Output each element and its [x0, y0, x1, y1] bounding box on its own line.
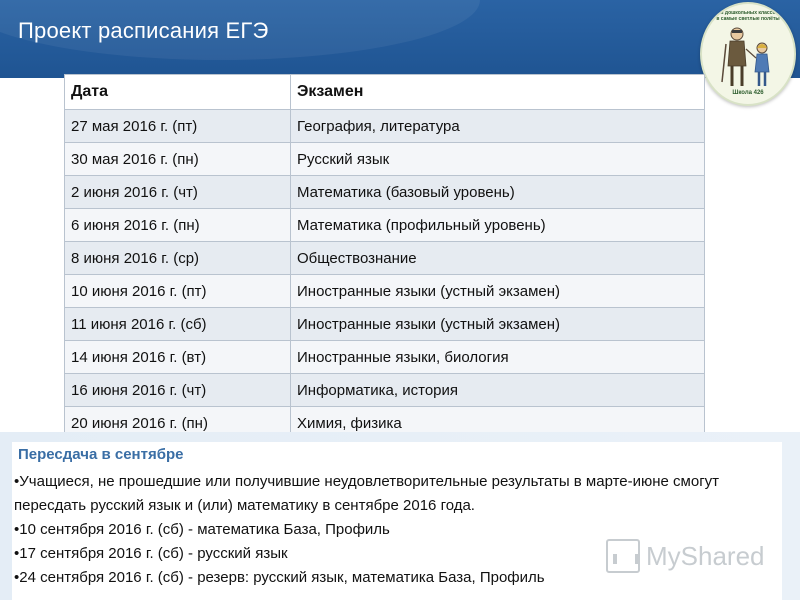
- date-cell: 30 мая 2016 г. (пн): [65, 143, 291, 176]
- exam-cell: Обществознание: [291, 242, 705, 275]
- exam-cell: Математика (профильный уровень): [291, 209, 705, 242]
- table-row: [65, 341, 705, 374]
- exam-cell: Иностранные языки (устный экзамен): [291, 308, 705, 341]
- exam-cell: Информатика, история: [291, 374, 705, 407]
- exam-cell: Русский язык: [291, 143, 705, 176]
- schedule-table: [64, 74, 705, 440]
- watermark-text: MyShared: [646, 540, 765, 571]
- exam-cell: Иностранные языки, биология: [291, 341, 705, 374]
- retake-bullet: •17 сентября 2016 г. (сб) - русский язык: [14, 545, 288, 562]
- date-cell: 11 июня 2016 г. (сб): [65, 308, 291, 341]
- date-cell: 8 июня 2016 г. (ср): [65, 242, 291, 275]
- column-header-exam: Экзамен: [291, 75, 705, 110]
- schedule-table-container: [64, 74, 704, 440]
- page-title: Проект расписания ЕГЭ: [18, 18, 269, 43]
- table-row: [65, 176, 705, 209]
- retake-heading: Пересдача в сентябре: [18, 446, 184, 463]
- logo-caption-top: Из дошкольных классов в самые светлые полёты: [716, 10, 780, 22]
- header-bar: [0, 0, 800, 78]
- table-row: [65, 242, 705, 275]
- presentation-icon: [606, 539, 640, 573]
- table-row: [65, 143, 705, 176]
- logo-caption-bottom: Школа 426: [732, 90, 764, 96]
- teacher-student-illustration-icon: [702, 4, 794, 104]
- exam-cell: География, литература: [291, 110, 705, 143]
- date-cell: 6 июня 2016 г. (пн): [65, 209, 291, 242]
- table-row: [65, 209, 705, 242]
- table-row: [65, 275, 705, 308]
- table-header-row: [65, 75, 705, 110]
- exam-cell: Математика (базовый уровень): [291, 176, 705, 209]
- exam-cell: Химия, физика: [291, 407, 705, 440]
- column-header-date: Дата: [65, 75, 291, 110]
- date-cell: 20 июня 2016 г. (пн): [65, 407, 291, 440]
- date-cell: 2 июня 2016 г. (чт): [65, 176, 291, 209]
- retake-bullet: •Учащиеся, не прошедшие или получившие неудовлетворительные результаты в марте-июне смогут пересдать русский язык и (или) математику в сентябре 2016 года.: [14, 473, 720, 514]
- school-logo: [700, 2, 796, 106]
- watermark: [606, 536, 776, 576]
- retake-bullet: •10 сентября 2016 г. (сб) - математика База, Профиль: [14, 521, 390, 538]
- table-row: [65, 374, 705, 407]
- date-cell: 10 июня 2016 г. (пт): [65, 275, 291, 308]
- table-row: [65, 308, 705, 341]
- exam-cell: Иностранные языки (устный экзамен): [291, 275, 705, 308]
- table-row: [65, 110, 705, 143]
- date-cell: 14 июня 2016 г. (вт): [65, 341, 291, 374]
- date-cell: 16 июня 2016 г. (чт): [65, 374, 291, 407]
- date-cell: 27 мая 2016 г. (пт): [65, 110, 291, 143]
- retake-bullet: •24 сентября 2016 г. (сб) - резерв: русский язык, математика База, Профиль: [14, 569, 545, 586]
